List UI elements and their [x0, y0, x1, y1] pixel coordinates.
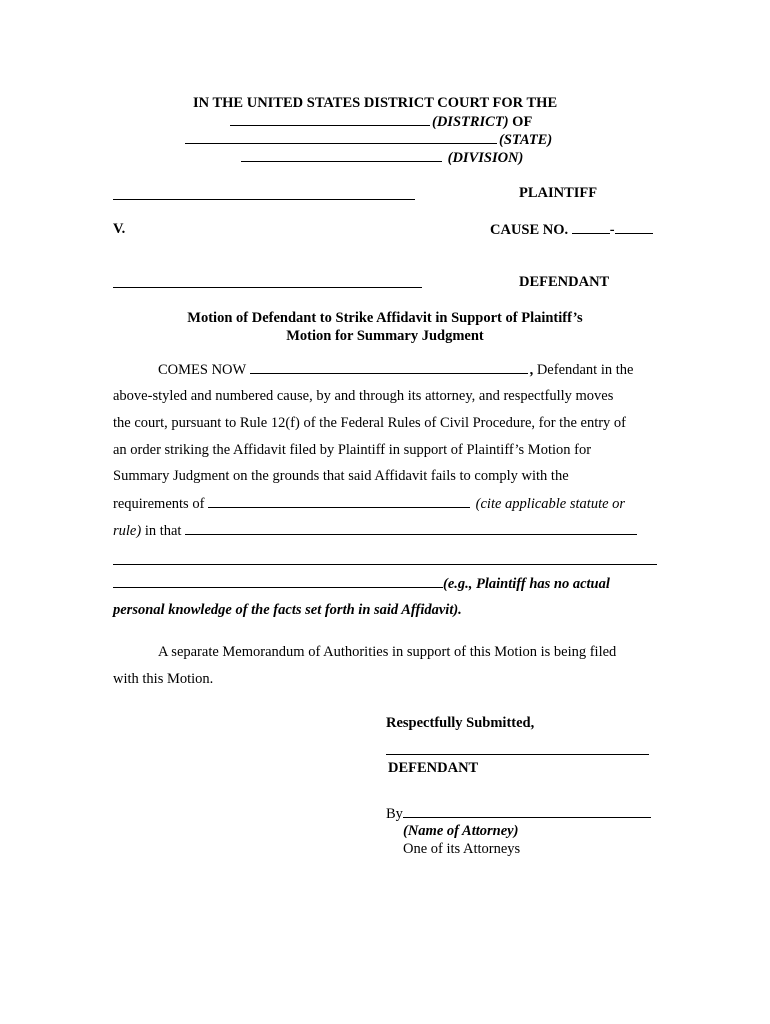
defendant-signature-line[interactable] — [386, 754, 649, 755]
cite-note-text: (cite applicable statute or — [475, 496, 626, 512]
body-line-1 — [158, 360, 633, 379]
defendant-name-field[interactable] — [250, 360, 528, 374]
rule-text: rule) — [113, 523, 142, 539]
body-line-3: the court, pursuant to Rule 12(f) of the Federal Rules of Civil Procedure, for the entry of — [113, 415, 627, 431]
memo-line-2: with this Motion. — [113, 671, 214, 687]
comma-text: , — [529, 362, 534, 378]
requirements-of-text: requirements of — [113, 496, 205, 512]
comes-now-text: COMES NOW — [158, 362, 246, 378]
state-line — [185, 130, 552, 149]
motion-title-line1: Motion of Defendant to Strike Affidavit in Support of Plaintiff’s — [187, 310, 583, 326]
state-label: (STATE) — [499, 132, 553, 148]
by-text: By — [386, 806, 403, 822]
cause-number-blank-2[interactable] — [615, 220, 653, 234]
eg-note-line2: personal knowledge of the facts set forth in said Affidavit). — [113, 602, 462, 618]
by-line — [386, 804, 653, 823]
reason-field-line[interactable] — [113, 564, 657, 565]
cause-number-blank-1[interactable] — [572, 220, 610, 234]
district-line — [230, 112, 532, 131]
state-blank[interactable] — [185, 130, 497, 144]
defendant-in-the-text: Defendant in the — [536, 362, 634, 378]
name-of-attorney: (Name of Attorney) — [403, 823, 519, 839]
plaintiff-name-blank[interactable] — [113, 199, 415, 200]
district-label: (DISTRICT) — [432, 114, 509, 130]
signature-defendant-label: DEFENDANT — [388, 760, 479, 776]
of-label: OF — [512, 114, 533, 130]
cause-number-label: CAUSE NO. — [490, 222, 569, 238]
motion-title-line2: Motion for Summary Judgment — [286, 328, 484, 344]
memo-line-1: A separate Memorandum of Authorities in support of this Motion is being filed — [158, 644, 617, 660]
in-that-field[interactable] — [185, 521, 637, 535]
defendant-label: DEFENDANT — [519, 274, 610, 290]
one-of-its-attorneys: One of its Attorneys — [403, 841, 521, 857]
in-that-text: in that — [144, 523, 182, 539]
cause-number-separator: - — [609, 222, 615, 238]
reason-field-end[interactable] — [113, 574, 443, 588]
versus-label: V. — [113, 221, 126, 237]
division-blank[interactable] — [241, 148, 442, 162]
attorney-signature-field[interactable] — [403, 804, 651, 818]
district-blank[interactable] — [230, 112, 430, 126]
body-line-2: above-styled and numbered cause, by and through its attorney, and respectfully moves — [113, 388, 614, 404]
plaintiff-label: PLAINTIFF — [519, 185, 598, 201]
respectfully-submitted: Respectfully Submitted, — [386, 715, 535, 731]
court-heading: IN THE UNITED STATES DISTRICT COURT FOR THE — [193, 95, 558, 111]
defendant-name-blank[interactable] — [113, 287, 422, 288]
body-line-4: an order striking the Affidavit filed by Plaintiff in support of Plaintiff’s Motion for — [113, 442, 592, 458]
body-line-7 — [113, 521, 639, 540]
division-line — [241, 148, 523, 167]
division-label: (DIVISION) — [447, 150, 524, 166]
eg-note-text: (e.g., Plaintiff has no actual — [443, 576, 610, 592]
body-line-9 — [113, 574, 610, 593]
cause-number-line — [490, 220, 655, 239]
statute-field[interactable] — [208, 494, 470, 508]
body-line-6 — [113, 494, 625, 513]
body-line-5: Summary Judgment on the grounds that said Affidavit fails to comply with the — [113, 468, 569, 484]
